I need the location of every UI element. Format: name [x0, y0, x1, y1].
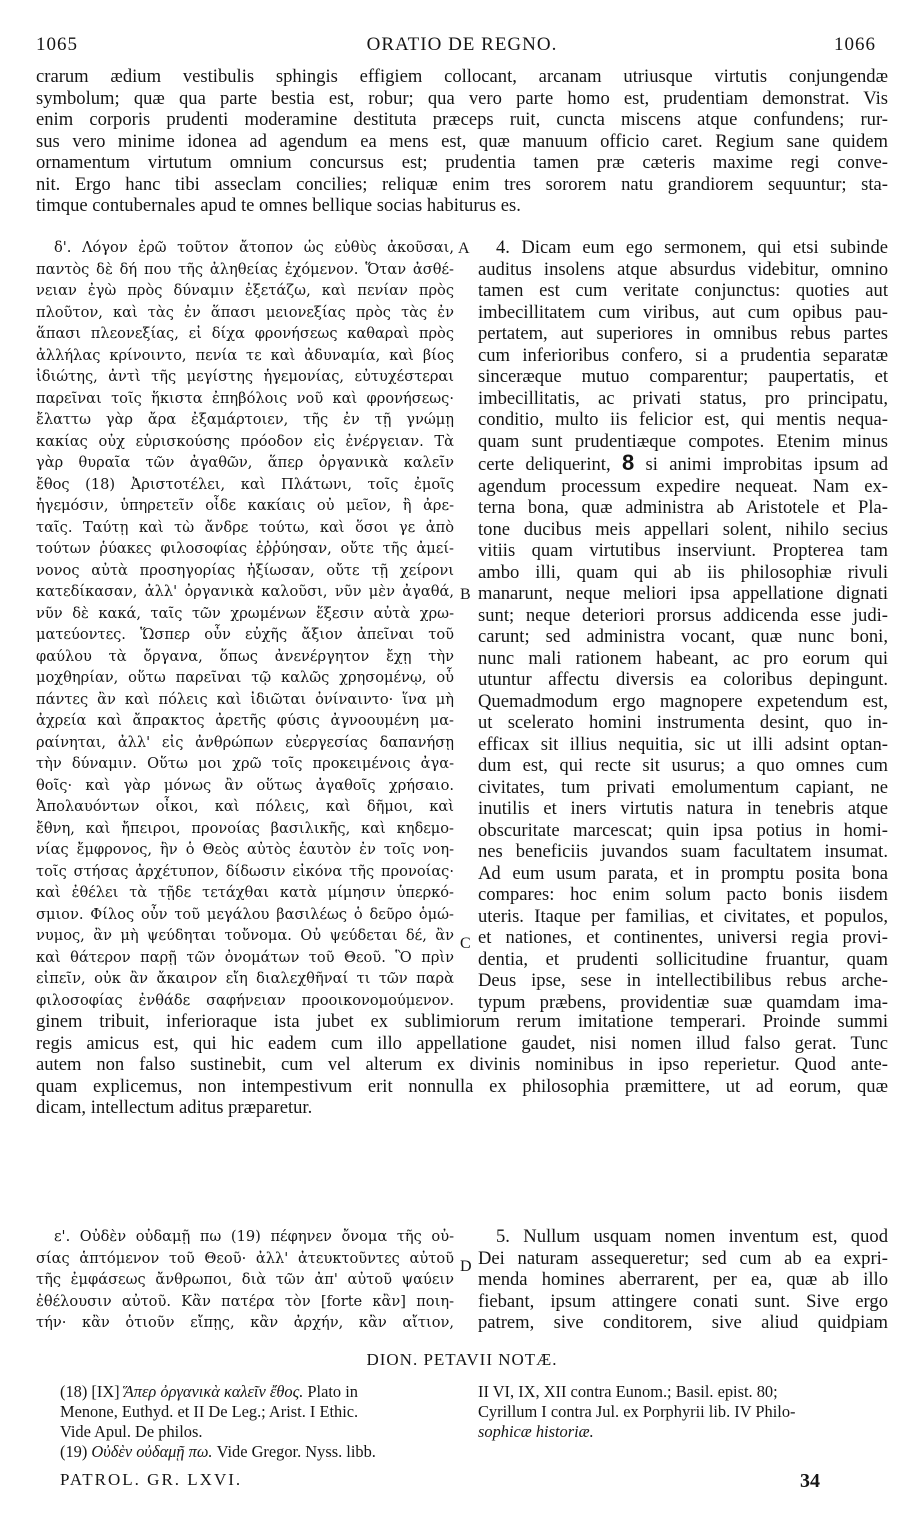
- latin-line: [478, 452, 888, 476]
- latin-line: dentia, et prudenti sollicitudine fruantur, quam: [478, 948, 888, 970]
- latin-line: carunt; sed administra vocant, quæ nunc boni,: [478, 626, 888, 647]
- latin-line: et nationes, et continentes, universi regia provi-: [478, 927, 888, 948]
- notes-right-line2: Cyrillum I contra Jul. ex Porphyrii lib. IV Philo-: [478, 1402, 796, 1421]
- greek-line: ἀλλήλας κρίνοιντο, πενία τε καὶ ἀδυναμία, καὶ βίος: [36, 346, 454, 364]
- latin-line-part: si animi improbitas ipsum ad: [634, 454, 888, 475]
- latin-line: utuntur affectu diversis ea coloribus depingunt.: [478, 669, 888, 690]
- greek-column-section-4: [36, 237, 454, 1011]
- greek-line: καὶ ἐθέλει τὰ τῇδε τετάχθαι κατὰ μίμησιν ὑπερκό-: [36, 884, 454, 901]
- latin-line: sinceræque mutuo comparentur; paupertatis, et: [478, 366, 888, 387]
- latin-line: 5. Nullum usquam nomen inventum est, quod: [496, 1226, 888, 1247]
- greek-line: ἰδιώτης, ἀντὶ τῆς μεγίστης ἡγεμονίας, εὐτυχέστεραι: [36, 368, 454, 385]
- greek-line: καὶ θάτερον παρῇ τῶν ὀνομάτων τοῦ Θεοῦ. Ὃ πρὶν: [36, 948, 454, 966]
- greek-line: νίας ἔμφρονος, ἣν ὁ Θεὸς αὐτὸς ἑαυτὸν ἐν τοῖς νοη-: [36, 841, 454, 858]
- greek-line: ἔθος (18) Ἀριστοτέλει, καὶ Πλάτωνι, τοῖς ἐμοῖς: [36, 475, 454, 493]
- latin-column-section-4: [478, 237, 888, 1013]
- greek-line: μοχθηρίαν, οὕτω παρεῖναι τῷ καλῶς χρησομένῳ, οὗ: [36, 669, 454, 686]
- greek-line: τοῖς στήσας ἀρχέτυπον, δίδωσιν εἰκόνα τῆς προνοίας·: [36, 862, 454, 880]
- latin-line: efficax sit illius nequitia, sic ut illi adsint optan-: [478, 733, 888, 755]
- greek-line: παντὸς δὲ δή που τῆς ἀληθείας ἐχόμενον. Ὅταν ἀσθέ-: [36, 260, 454, 278]
- notes-right-column: [478, 1382, 888, 1442]
- latin-line: menda homines aberrarent, per ea, quæ ab illo: [478, 1269, 888, 1290]
- latin-line: quam sunt prudentiæque compotes. Etenim minus: [478, 430, 888, 452]
- notes-right-line1: II VI, IX, XII contra Eunom.; Basil. epist. 80;: [478, 1382, 778, 1401]
- text-line: autem non falso sustinebit, cum vel alterum ex divinis nominibus in ipso reperietur. Quod ante-: [36, 1054, 888, 1075]
- note-18: [60, 1382, 460, 1442]
- text-line: symbolum; quæ qua parte bestia est, robur; qua vero parte homo est, prudentiam demonstrat. Vis: [36, 87, 888, 109]
- greek-line: τήν· κἂν ὁτιοῦν εἴπῃς, κἂν ἀρχήν, κἂν αἴτιον,: [36, 1314, 454, 1331]
- greek-line: κακίας οὐχ εὑρισκούσης πρόοδον εἰς ἐνέργειαν. Τὰ: [36, 432, 454, 450]
- margin-marker-b: B: [460, 586, 471, 603]
- greek-column-section-5: [36, 1226, 454, 1334]
- latin-line: pertatem, aut superiores in omnibus rebus partes: [478, 323, 888, 344]
- latin-line: Deus ipse, sese in intellectibilibus rebus arche-: [478, 970, 888, 991]
- text-line: ginem tribuit, inferioraque ista jubet ex sublimiorum rerum imitatione temperari. Proinde summi: [36, 1011, 888, 1032]
- latin-line: agendum processum expedire nequeat. Nam ex-: [478, 475, 888, 497]
- greek-line: ραίνηται, ἀλλ' εἰς ἀνθρώπων εὐεργεσίας δαπανήσῃ: [36, 733, 454, 751]
- greek-line: κατεδίκασαν, ἀλλ' ὀργανικὰ καλοῦσι, νῦν μὲν ἀγαθά,: [36, 583, 454, 600]
- greek-line: ἐθέλουσιν αὐτοῦ. Κἂν πατέρα τὸν [forte κἂν] ποιη-: [36, 1292, 454, 1310]
- greek-line: γὰρ θυραῖα τῶν ἀγαθῶν, ἅπερ ὀργανικὰ καλεῖν: [36, 454, 454, 471]
- note-19-label: (19): [60, 1442, 88, 1461]
- latin-line: fiebant, ipsum attingere conati sunt. Sive ergo: [478, 1290, 888, 1312]
- latin-line: ambo illi, quam qui ab iis philosophiæ rivuli: [478, 561, 888, 583]
- latin-line: Ad eum usum parata, et in promptu posita bona: [478, 862, 888, 884]
- latin-line: vitiis quam virtutibus inserviunt. Propterea tam: [478, 540, 888, 561]
- latin-line: imbecillitatem cum viribus, aut cum opibus pau-: [478, 301, 888, 323]
- latin-line: conditio, multo iis felicior est, qui mentis nequa-: [478, 409, 888, 430]
- note-18-line3: Vide Apul. De philos.: [60, 1422, 203, 1441]
- greek-line: δ'. Λόγον ἐρῶ τοῦτον ἄτοπον ὡς εὐθὺς ἀκοῦσαι,: [54, 239, 454, 256]
- latin-line: nunc mali rationem habeant, ac pro eorum qui: [478, 647, 888, 669]
- greek-line: πάντες ἂν καὶ πόλεις καὶ ἰδιῶται ὀνίναιντο· ἵνα μὴ: [36, 690, 454, 708]
- latin-line: Dei naturam assequeretur; sed cum ab ea expri-: [478, 1247, 888, 1269]
- greek-line: ἅπασι πλεονεξίας, εἰ δίχα φρονήσεως καθαραὶ πρὸς: [36, 325, 454, 342]
- greek-line: σμιον. Φίλος οὖν τοῦ μεγάλου βασιλέως ὁ δεῦρο ὁμώ-: [36, 905, 454, 923]
- latin-line: sunt; neque deteriori prorsus addicenda esse judi-: [478, 604, 888, 626]
- latin-line: nes beneficiis juvandos suam facultatem insumat.: [478, 841, 888, 862]
- greek-line: ἀχρεία καὶ ἄπρακτος ἀρετῆς φύσις ἀγνοουμένη μα-: [36, 712, 454, 729]
- latin-line: obscuritate marcescat; quin ipsa potius in homi-: [478, 819, 888, 841]
- footer-signature: 34: [800, 1470, 820, 1492]
- left-page-number: 1065: [36, 34, 78, 55]
- note-19-lemma: Οὐδὲν οὐδαμῇ πω.: [91, 1442, 213, 1461]
- greek-line: νονος αὐτὰ προσηγορίας ἠξίωσαν, οὔτε τῇ χείρονι: [36, 561, 454, 579]
- text-line: crarum ædium vestibulis sphingis effigiem collocant, arcanam utriusque virtutis conjungendæ: [36, 66, 888, 87]
- running-title: ORATIO DE REGNO.: [366, 34, 558, 55]
- top-latin-paragraph: [36, 66, 888, 217]
- text-line: dicam, intellectum aditus præparetur.: [36, 1097, 313, 1118]
- margin-marker-d: D: [460, 1258, 472, 1275]
- notes-title: DION. PETAVII NOTÆ.: [366, 1350, 558, 1369]
- latin-column-section-5: [478, 1226, 888, 1334]
- greek-line: νῦν δὲ κακά, ταῖς τῶν χρωμένων ἕξεσιν αὐτὰ χρω-: [36, 604, 454, 622]
- note-18-label: (18) [IX]: [60, 1382, 120, 1401]
- text-line: quam explicemus, non intempestivum erit nonnulla ex philosophia præmittere, ut ad eorum, quæ: [36, 1075, 888, 1097]
- latin-line: compares: hoc enim solum pacto bonis iisdem: [478, 884, 888, 905]
- greek-line: Ἀπολαυόντων οἶκοι, καὶ πόλεις, καὶ δῆμοι, καὶ: [36, 798, 454, 815]
- note-19: [60, 1442, 460, 1462]
- latin-line: civitates, tum privati emolumentum capiant, ne: [478, 776, 888, 798]
- note-18-lemma: Ἅπερ ὀργανικὰ καλεῖν ἔθος.: [123, 1382, 304, 1401]
- greek-line: νυμος, ἂν μὴ ψεύδηται τοὔνομα. Οὐ ψεύδεται δέ, ἂν: [36, 927, 454, 944]
- footer-series: PATROL. GR. LXVI.: [60, 1470, 243, 1489]
- greek-line: ματεύοντες. Ὥσπερ οὖν εὐχῆς ἄξιον ἀπεῖναι τοῦ: [36, 626, 454, 643]
- text-line: regis amicus est, qui hic eadem cum illo appellatione gaudet, nisi nomen illud falso gerat. Tunc: [36, 1032, 888, 1054]
- greek-line: εἰπεῖν, οὐκ ἂν ἄκαιρον εἴη διαλεχθῆναί τι τῶν παρὰ: [36, 970, 454, 987]
- latin-line: typum præbens, providentiæ suæ quamdam ima-: [478, 991, 888, 1013]
- greek-line: θοῖς· καὶ γὰρ μόνως ἂν οὕτως ἀγαθοῖς χρήσαιο.: [36, 776, 454, 794]
- text-line: enim corporis prudenti moderamine destituta præceps ruit, cuncta miscens atque confundens; rur-: [36, 109, 888, 130]
- latin-line: manarunt, neque meliori ipsa appellatione dignati: [478, 583, 888, 604]
- greek-line: τὴν δύναμιν. Οὕτω μοι χρῶ τοῖς προκειμένοις ἀγα-: [36, 755, 454, 772]
- greek-line: φαύλου τὰ ὄργανα, ὅπως ἀνενέργητον ἔχῃ τὴν: [36, 647, 454, 665]
- greek-line: ἔλαττω γὰρ ἄρα ἐξαμάρτοιεν, τῆς ἐν τῇ γνώμῃ: [36, 411, 454, 428]
- latin-line: Quemadmodum ergo magnopere expetendum est,: [478, 690, 888, 712]
- margin-marker-a: A: [458, 240, 470, 257]
- latin-line: cum inferioribus confero, si a prudentia separatæ: [478, 344, 888, 366]
- note-18-text: Plato in: [303, 1382, 358, 1401]
- greek-line: νειαν ἐγὼ πρὸς δύναμιν ἐξετάζω, καὶ πενίαν πρὸς: [36, 282, 454, 299]
- greek-line: ἔθνη, καὶ ἤπειροι, προνοίας βασιλικῆς, καὶ κηδεμο-: [36, 819, 454, 837]
- latin-line: tone ducibus meis appellari solent, nihilo secius: [478, 518, 888, 540]
- latin-line: uteris. Itaque per familias, et civitates, et populos,: [478, 905, 888, 927]
- latin-line-part: certe deliquerint,: [478, 454, 622, 475]
- text-line: sus vero minime idonea ad agendum ea mens est, quæ manuum officio caret. Regium sane quidem: [36, 130, 888, 152]
- greek-line: τούτων ῥύακες φιλοσοφίας ἐῤῥύησαν, οὔτε τῆς ἀμεί-: [36, 540, 454, 557]
- greek-line: πλοῦτον, καὶ τὰς ἐν ἅπασι μειονεξίας πρὸς τὰς ἐν: [36, 303, 454, 321]
- greek-line: σίας ἁπτόμενον τοῦ Θεοῦ· ἀλλ' ἀτευκτοῦντες αὐτοῦ: [36, 1249, 454, 1267]
- note-18-line2: Menone, Euthyd. et II De Leg.; Arist. I Ethic.: [60, 1402, 359, 1421]
- latin-line: inutilis et iners virtutis natura in tenebris atque: [478, 798, 888, 819]
- greek-line: ε'. Οὐδὲν οὐδαμῇ πω (19) πέφηνεν ὄνομα τῆς οὐ-: [54, 1228, 454, 1245]
- text-line: nit. Ergo hanc tibi asseclam concilies; reliquæ enim tres sororem natu grandiorem sequuntur; sta-: [36, 173, 888, 195]
- latin-line: terna bona, quæ administra ab Aristotele et Pla-: [478, 497, 888, 518]
- notes-right-line3: sophicæ historiæ.: [478, 1422, 594, 1441]
- latin-line: imbecillitatis, ac privati status, pro principatu,: [478, 387, 888, 409]
- latin-line: auditus insolens atque absurdus videbitur, omnino: [478, 258, 888, 280]
- latin-line: tamen est cum veritate conjunctus: quoties aut: [478, 280, 888, 301]
- middle-latin-paragraph: [36, 1011, 888, 1119]
- greek-line: τῆς ἐμφάσεως ἄνθρωποι, διὰ τῶν ἀπ' αὐτοῦ ψαύειν: [36, 1271, 454, 1288]
- figure-marker: 8: [621, 450, 635, 475]
- greek-line: φιλοσοφίας ἐνθάδε σαφήνειαν προοικονομούμενον.: [36, 991, 454, 1009]
- greek-line: παρεῖναι τοῖς ἥκιστα ἐπηβόλοις νοῦ καὶ φρονήσεως·: [36, 389, 454, 407]
- margin-marker-c: C: [460, 935, 471, 952]
- greek-line: ἡγεμόσιν, ὑπηρετεῖν οἶδε κακίαις οὐ μεῖον, ἢ ἀρε-: [36, 497, 454, 514]
- greek-line: ταῖς. Ταύτῃ καὶ τὼ ἄνδρε τούτω, καὶ ὅσοι γε ἀπὸ: [36, 518, 454, 536]
- right-page-number: 1066: [834, 34, 876, 55]
- latin-line: ut scelerato homini instrumenta desint, quo in-: [478, 712, 888, 733]
- latin-line: dum est, qui recte sit usurus; a quo omnes cum: [478, 755, 888, 776]
- latin-line: 4. Dicam eum ego sermonem, qui etsi subinde: [496, 237, 888, 258]
- latin-line: patrem, sive conditorem, sive aliud quidpiam: [478, 1312, 888, 1333]
- text-line: timque contubernales apud te omnes bellique socias habiturus es.: [36, 195, 521, 216]
- note-19-text: Vide Gregor. Nyss. libb.: [212, 1442, 376, 1461]
- text-line: ornamentum virtutum omnium concursus est; prudentia tamen præ cæteris maxime regi conve-: [36, 152, 888, 173]
